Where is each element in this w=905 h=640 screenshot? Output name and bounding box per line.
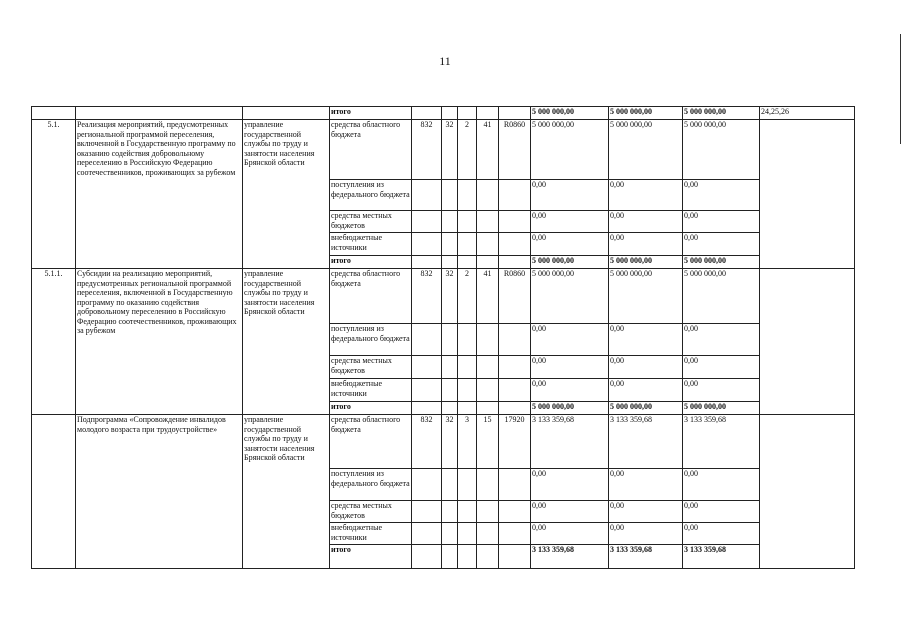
source-cell: внебюджетные источники [330, 233, 412, 256]
value-cell: 0,00 [683, 469, 760, 501]
budget-table [31, 106, 855, 569]
value-cell: 0,00 [683, 523, 760, 545]
value-cell: 0,00 [609, 523, 683, 545]
value-cell: 0,00 [609, 469, 683, 501]
rz-code: 32 [442, 269, 458, 324]
value-cell: 0,00 [609, 379, 683, 402]
value-cell: 0,00 [609, 233, 683, 256]
grbs-code: 832 [412, 269, 442, 324]
value-cell: 3 133 359,68 [609, 545, 683, 569]
value-cell: 0,00 [683, 180, 760, 211]
value-cell: 0,00 [531, 356, 609, 379]
value-cell: 0,00 [609, 180, 683, 211]
value-cell: 5 000 000,00 [683, 107, 760, 120]
value-cell: 3 133 359,68 [683, 545, 760, 569]
table-row [32, 120, 855, 180]
source-cell: средства областного бюджета [330, 415, 412, 469]
value-cell: 0,00 [531, 324, 609, 356]
item-number: 5.1. [32, 120, 76, 269]
value-cell: 0,00 [531, 501, 609, 523]
source-cell: средства областного бюджета [330, 120, 412, 180]
source-cell: внебюджетные источники [330, 523, 412, 545]
source-cell: средства областного бюджета [330, 269, 412, 324]
cs-code: 41 [477, 120, 499, 180]
notes-cell [760, 415, 855, 569]
rz-code: 32 [442, 415, 458, 469]
value-cell: 5 000 000,00 [683, 256, 760, 269]
value-cell: 3 133 359,68 [531, 415, 609, 469]
grbs-code: 832 [412, 120, 442, 180]
value-cell: 5 000 000,00 [609, 120, 683, 180]
value-cell: 0,00 [609, 501, 683, 523]
page-number: 11 [439, 54, 451, 68]
value-cell: 5 000 000,00 [609, 269, 683, 324]
scan-edge-line [900, 34, 901, 144]
source-cell: внебюджетные источники [330, 379, 412, 402]
table-row-top-total [32, 107, 855, 120]
empty-cell [76, 107, 243, 120]
vr-code: R0860 [499, 269, 531, 324]
value-cell: 5 000 000,00 [609, 256, 683, 269]
value-cell: 5 000 000,00 [531, 269, 609, 324]
cs-code: 15 [477, 415, 499, 469]
value-cell: 0,00 [531, 469, 609, 501]
grbs-code: 832 [412, 415, 442, 469]
cs-code: 41 [477, 269, 499, 324]
notes-cell: 24,25,26 [760, 107, 855, 120]
source-cell: поступления из федерального бюджета [330, 324, 412, 356]
value-cell: 5 000 000,00 [683, 269, 760, 324]
value-cell: 0,00 [531, 523, 609, 545]
value-cell: 5 000 000,00 [531, 402, 609, 415]
notes-cell [760, 269, 855, 415]
value-cell: 0,00 [531, 180, 609, 211]
value-cell: 0,00 [683, 211, 760, 233]
source-cell: итого [330, 545, 412, 569]
value-cell: 0,00 [683, 356, 760, 379]
item-name: Подпрограмма «Сопровождение инвалидов молодого возраста при трудоустройстве» [76, 415, 243, 569]
source-cell: средства местных бюджетов [330, 501, 412, 523]
empty-cell [243, 107, 330, 120]
pr-code: 2 [458, 269, 477, 324]
table-row [32, 269, 855, 324]
notes-cell [760, 120, 855, 269]
pr-code: 3 [458, 415, 477, 469]
source-cell: средства местных бюджетов [330, 356, 412, 379]
value-cell: 5 000 000,00 [683, 120, 760, 180]
value-cell: 5 000 000,00 [531, 120, 609, 180]
item-number: 5.1.1. [32, 269, 76, 415]
source-cell: поступления из федерального бюджета [330, 469, 412, 501]
value-cell: 3 133 359,68 [531, 545, 609, 569]
value-cell: 0,00 [531, 211, 609, 233]
value-cell: 0,00 [609, 211, 683, 233]
value-cell: 0,00 [531, 233, 609, 256]
value-cell: 0,00 [683, 324, 760, 356]
value-cell: 5 000 000,00 [531, 107, 609, 120]
pr-code: 2 [458, 120, 477, 180]
value-cell: 5 000 000,00 [609, 107, 683, 120]
rz-code: 32 [442, 120, 458, 180]
value-cell: 5 000 000,00 [683, 402, 760, 415]
executor-cell: управление государственной службы по труду и занятости населения Брянской области [243, 120, 330, 269]
value-cell: 0,00 [609, 324, 683, 356]
source-cell: итого [330, 107, 412, 120]
value-cell: 5 000 000,00 [531, 256, 609, 269]
executor-cell: управление государственной службы по труду и занятости населения Брянской области [243, 269, 330, 415]
value-cell: 5 000 000,00 [609, 402, 683, 415]
executor-cell: управление государственной службы по труду и занятости населения Брянской области [243, 415, 330, 569]
source-cell: итого [330, 256, 412, 269]
item-name: Реализация мероприятий, предусмотренных региональной программой переселения, включенной в Государственную программу по оказанию содействия добровольному переселению в Российскую Федерацию соотечественников, проживающих за рубежом [76, 120, 243, 269]
source-cell: итого [330, 402, 412, 415]
source-cell: средства местных бюджетов [330, 211, 412, 233]
value-cell: 3 133 359,68 [609, 415, 683, 469]
source-cell: поступления из федерального бюджета [330, 180, 412, 211]
empty-cell [32, 107, 76, 120]
value-cell: 0,00 [683, 379, 760, 402]
item-number [32, 415, 76, 569]
vr-code: 17920 [499, 415, 531, 469]
value-cell: 0,00 [531, 379, 609, 402]
item-name: Субсидии на реализацию мероприятий, предусмотренных региональной программой переселения, включенной в Государственную программу по оказанию содействия добровольному переселению в Российскую Федерацию соотечественников, проживающих за рубежом [76, 269, 243, 415]
vr-code: R0860 [499, 120, 531, 180]
table-row [32, 415, 855, 469]
value-cell: 3 133 359,68 [683, 415, 760, 469]
value-cell: 0,00 [683, 233, 760, 256]
value-cell: 0,00 [609, 356, 683, 379]
value-cell: 0,00 [683, 501, 760, 523]
